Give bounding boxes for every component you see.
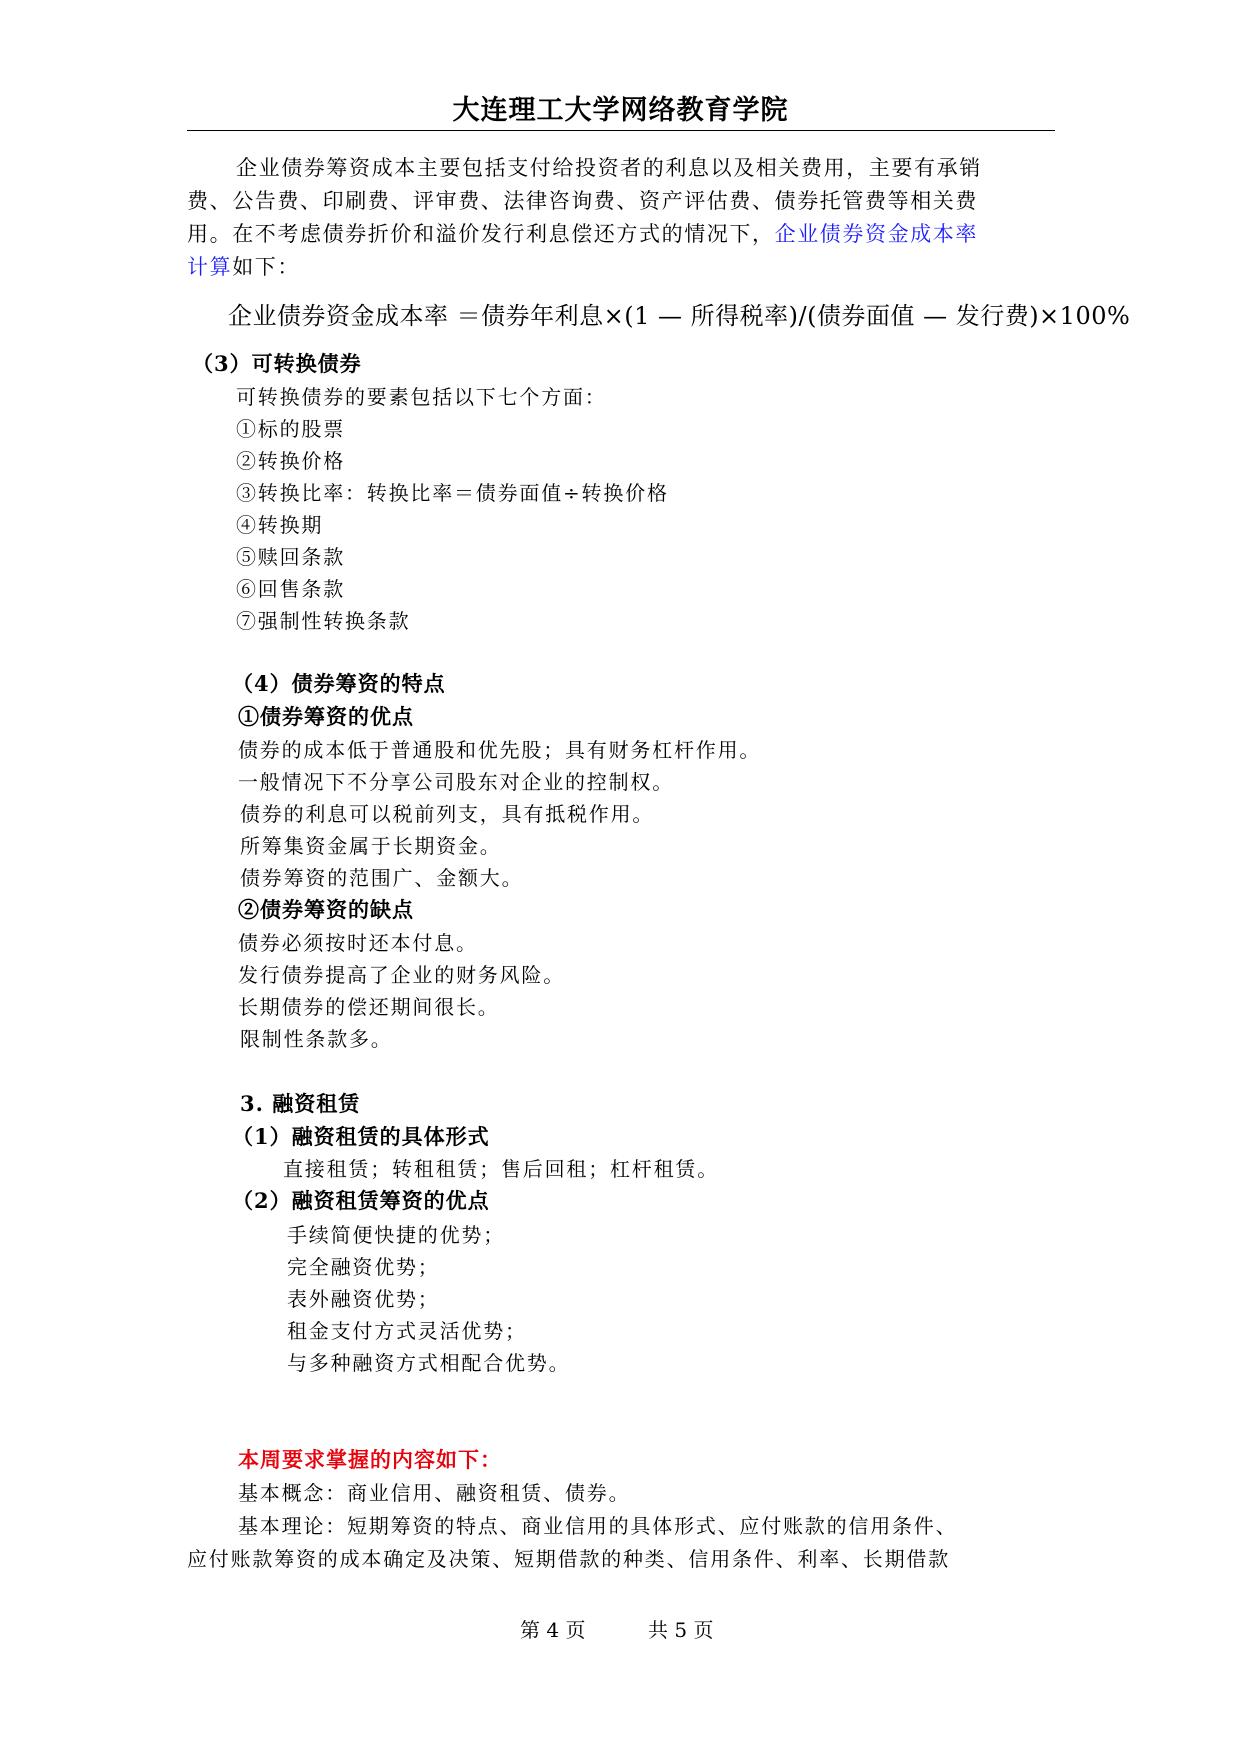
intro-line-2: 费、公告费、印刷费、评审费、法律咨询费、资产评估费、债券托管费等相关费 <box>187 189 978 213</box>
convertible-heading: （3）可转换债券 <box>192 351 362 376</box>
intro-line-1: 企业债券筹资成本主要包括支付给投资者的利息以及相关费用，主要有承销 <box>236 156 982 180</box>
basic-theory-line-2: 应付账款筹资的成本确定及决策、短期借款的种类、信用条件、利率、长期借款 <box>187 1547 950 1571</box>
bond-advantage-item: 所筹集资金属于长期资金。 <box>240 834 502 858</box>
convertible-item: ⑥回售条款 <box>236 577 345 601</box>
bond-disadvantage-item: 长期债券的偿还期间很长。 <box>238 995 500 1019</box>
bond-disadvantage-item: 债券必须按时还本付息。 <box>238 931 478 955</box>
convertible-item: ⑤赎回条款 <box>236 545 345 569</box>
convertible-item: ②转换价格 <box>236 449 345 473</box>
convertible-item: ③转换比率：转换比率＝债券面值÷转换价格 <box>236 481 669 505</box>
basic-theory-line-1: 基本理论：短期筹资的特点、商业信用的具体形式、应付账款的信用条件、 <box>238 1514 958 1538</box>
leasing-advantage-item: 手续简便快捷的优势； <box>287 1223 505 1247</box>
leasing-forms-text: 直接租赁；转租租赁；售后回租；杠杆租赁。 <box>283 1157 719 1181</box>
page-total: 共 5 页 <box>648 1618 714 1642</box>
intro-line-3 <box>187 218 978 248</box>
leasing-advantage-item: 租金支付方式灵活优势； <box>287 1319 527 1343</box>
convertible-item: ⑦强制性转换条款 <box>236 609 411 633</box>
convertible-item: ④转换期 <box>236 513 324 537</box>
leasing-heading: 3. 融资租赁 <box>240 1091 361 1116</box>
leasing-advantage-item: 表外融资优势； <box>287 1287 440 1311</box>
bond-disadvantage-item: 发行债券提高了企业的财务风险。 <box>238 963 565 987</box>
intro-line-4 <box>187 251 300 281</box>
bond-disadvantage-item: 限制性条款多。 <box>240 1027 393 1051</box>
header-divider <box>187 130 1055 131</box>
basic-concepts: 基本概念：商业信用、融资租赁、债券。 <box>238 1481 631 1505</box>
bond-advantages-heading: ①债券筹资的优点 <box>238 704 414 729</box>
convertible-intro: 可转换债券的要素包括以下七个方面： <box>236 385 607 409</box>
bond-cost-formula: 企业债券资金成本率 ＝债券年利息×(1 — 所得税率)/(债券面值 — 发行费)×100% <box>228 302 1131 330</box>
bond-advantage-item: 债券的利息可以税前列支，具有抵税作用。 <box>240 802 655 826</box>
cost-rate-link-continued[interactable]: 计算 <box>187 255 233 279</box>
bond-features-heading: （4）债券筹资的特点 <box>232 671 446 696</box>
bond-disadvantages-heading: ②债券筹资的缺点 <box>238 897 414 922</box>
convertible-item: ①标的股票 <box>236 417 345 441</box>
intro-line-4-rest: 如下： <box>232 255 301 279</box>
weekly-requirements-heading: 本周要求掌握的内容如下： <box>238 1447 502 1472</box>
bond-advantage-item: 债券的成本低于普通股和优先股；具有财务杠杆作用。 <box>238 738 762 762</box>
cost-rate-link[interactable]: 企业债券资金成本率 <box>774 222 979 246</box>
leasing-advantages-heading: （2）融资租赁筹资的优点 <box>232 1188 490 1213</box>
bond-advantage-item: 债券筹资的范围广、金额大。 <box>240 866 524 890</box>
leasing-forms-heading: （1）融资租赁的具体形式 <box>232 1124 490 1149</box>
bond-advantage-item: 一般情况下不分享公司股东对企业的控制权。 <box>238 770 674 794</box>
leasing-advantage-item: 与多种融资方式相配合优势。 <box>287 1351 571 1375</box>
leasing-advantage-item: 完全融资优势； <box>287 1255 440 1279</box>
page-header-title: 大连理工大学网络教育学院 <box>452 95 789 126</box>
intro-line-3-text: 用。在不考虑债券折价和溢价发行利息偿还方式的情况下， <box>187 222 775 246</box>
page-number: 第 4 页 <box>520 1618 586 1642</box>
